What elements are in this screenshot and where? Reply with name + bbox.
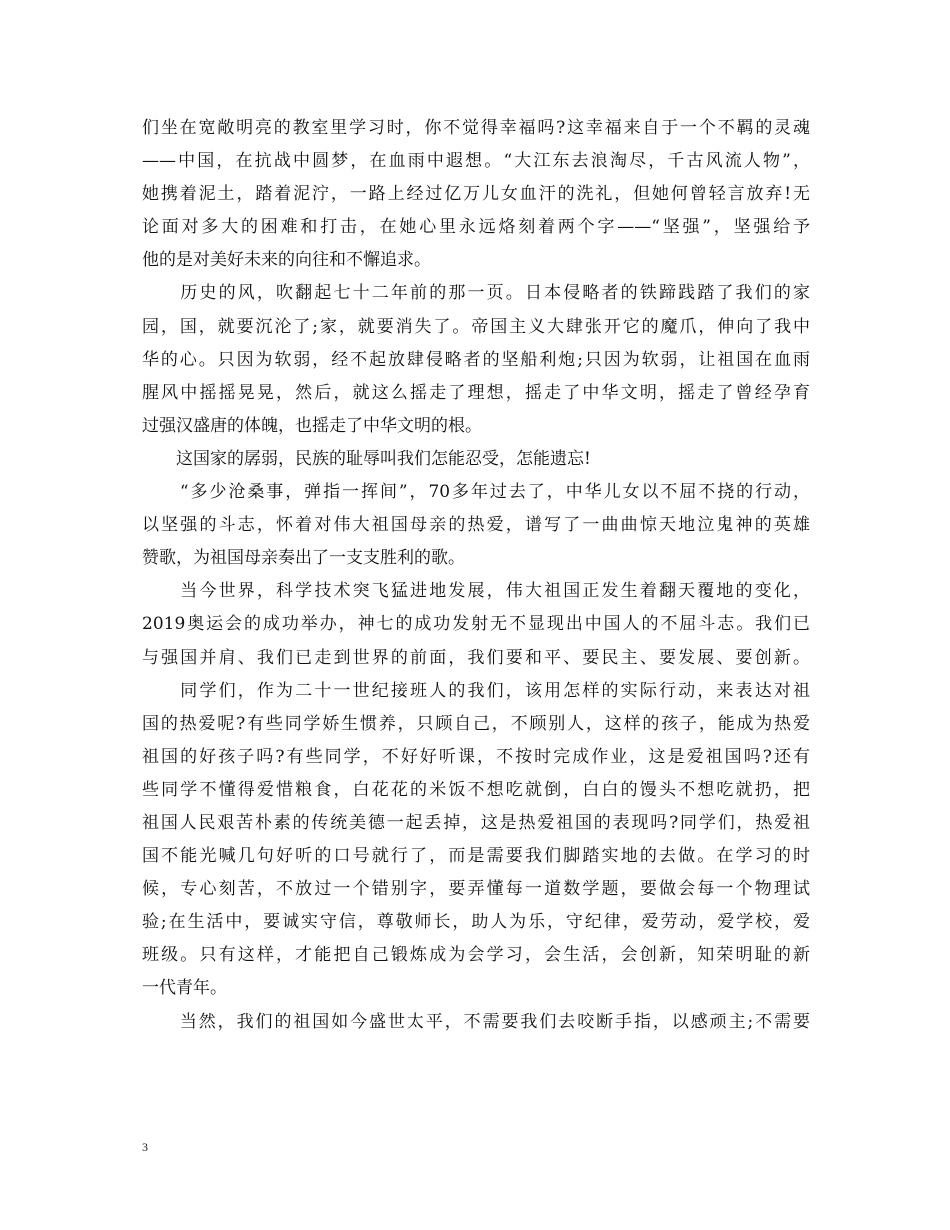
page-number: 3 [142, 1140, 148, 1154]
body-text [142, 112, 810, 1039]
text-line: 与强国并肩、我们已走到世界的前面，我们要和平、要民主、要发展、要创新。 [142, 647, 810, 668]
text-line: 祖国的好孩子吗?有些同学，不好好听课，不按时完成作业，这是爱祖国吗?还有 [142, 746, 810, 767]
text-line: 她携着泥土，踏着泥泞，一路上经过亿万儿女血汗的洗礼，但她何曾轻言放弃!无 [142, 184, 810, 205]
text-line: 历史的风，吹翻起七十二年前的那一页。日本侵略者的铁蹄践踏了我们的家 [142, 283, 810, 304]
text-line: 一代青年。 [142, 978, 227, 999]
text-line: 班级。只有这样，才能把自己锻炼成为会学习，会生活，会创新，知荣明耻的新 [142, 945, 810, 966]
text-line: 当今世界，科学技术突飞猛进地发展，伟大祖国正发生着翻天覆地的变化， [142, 581, 810, 602]
text-line: 国不能光喊几句好听的口号就行了，而是需要我们脚踏实地的去做。在学习的时 [142, 846, 810, 867]
text-line: 华的心。只因为软弱，经不起放肆侵略者的坚船利炮;只因为软弱，让祖国在血雨 [142, 349, 810, 370]
text-line: ——中国，在抗战中圆梦，在血雨中遐想。“大江东去浪淘尽，千古风流人物”， [142, 151, 810, 172]
text-line: 腥风中摇摇晃晃，然后，就这么摇走了理想，摇走了中华文明，摇走了曾经孕育 [142, 382, 810, 403]
text-line: 过强汉盛唐的体魄，也摇走了中华文明的根。 [142, 415, 482, 436]
text-line: “多少沧桑事，弹指一挥间”，70多年过去了，中华儿女以不屈不挠的行动， [142, 482, 810, 503]
text-line: 这国家的孱弱，民族的耻辱叫我们怎能忍受，怎能遗忘! [142, 448, 591, 469]
text-line: 论面对多大的困难和打击，在她心里永远烙刻着两个字——“坚强”，坚强给予 [142, 217, 810, 238]
text-line: 当然，我们的祖国如今盛世太平，不需要我们去咬断手指，以感顽主;不需要 [142, 1011, 810, 1032]
text-line: 2019奥运会的成功举办，神七的成功发射无不显现出中国人的不屈斗志。我们已 [142, 614, 810, 635]
text-line: 们坐在宽敞明亮的教室里学习时，你不觉得幸福吗?这幸福来自于一个不羁的灵魂 [142, 118, 810, 138]
text-line: 些同学不懂得爱惜粮食，白花花的米饭不想吃就倒，白白的馒头不想吃就扔，把 [142, 779, 810, 800]
text-line: 国的热爱呢?有些同学娇生惯养，只顾自己，不顾别人，这样的孩子，能成为热爱 [142, 713, 810, 734]
text-line: 同学们，作为二十一世纪接班人的我们，该用怎样的实际行动，来表达对祖 [142, 680, 810, 701]
text-line: 园，国，就要沉沦了;家，就要消失了。帝国主义大肆张开它的魔爪，伸向了我中 [142, 316, 810, 337]
text-line: 他的是对美好未来的向往和不懈追求。 [142, 250, 431, 271]
text-line: 祖国人民艰苦朴素的传统美德一起丢掉，这是热爱祖国的表现吗?同学们，热爱祖 [142, 812, 810, 833]
text-line: 验;在生活中，要诚实守信，尊敬师长，助人为乐，守纪律，爱劳动，爱学校，爱 [142, 912, 810, 933]
text-line: 候，专心刻苦，不放过一个错别字，要弄懂每一道数学题，要做会每一个物理试 [142, 879, 810, 900]
text-line: 赞歌，为祖国母亲奏出了一支支胜利的歌。 [142, 548, 465, 569]
text-line: 以坚强的斗志，怀着对伟大祖国母亲的热爱，谱写了一曲曲惊天地泣鬼神的英雄 [142, 515, 810, 536]
